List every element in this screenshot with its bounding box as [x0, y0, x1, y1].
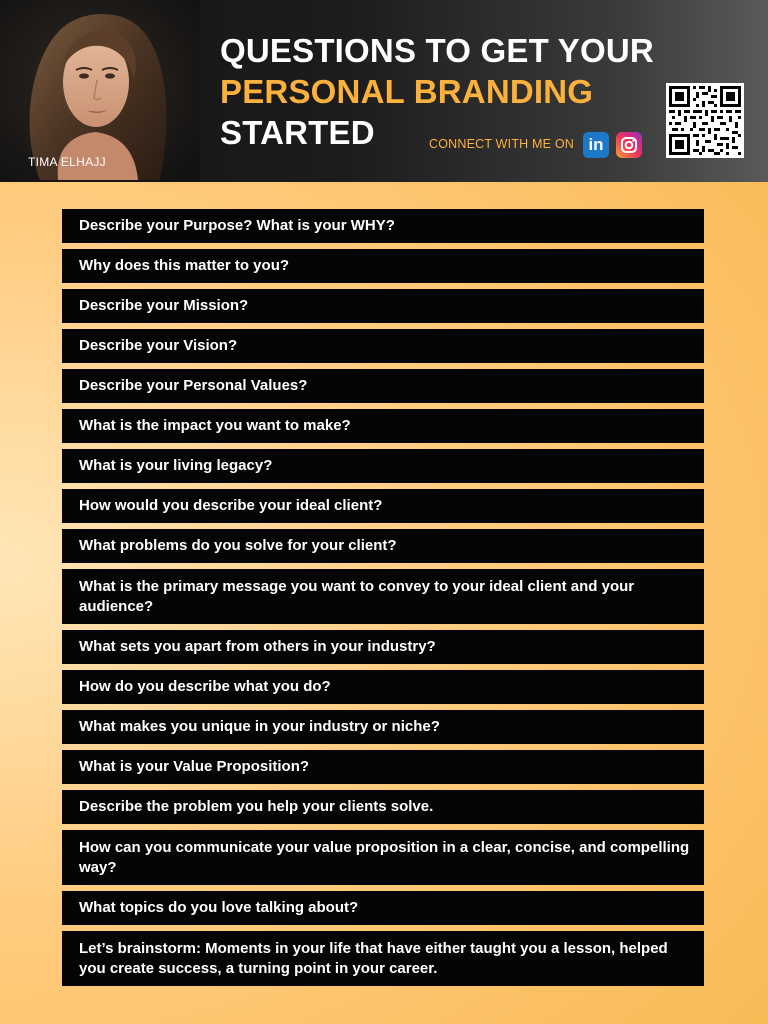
question-text: Why does this matter to you? [79, 257, 290, 274]
question-text: What is the impact you want to make? [79, 417, 351, 434]
question-row [62, 790, 704, 824]
linkedin-icon[interactable]: in [583, 132, 609, 158]
title-line-3: STARTED [220, 114, 375, 151]
question-text: Describe your Mission? [79, 297, 249, 314]
question-row [62, 931, 704, 986]
question-row [62, 529, 704, 563]
question-row [62, 830, 704, 885]
question-row [62, 449, 704, 483]
connect-label: CONNECT WITH ME ON [429, 137, 575, 151]
question-row [62, 329, 704, 363]
question-row [62, 891, 704, 925]
title-line-1: QUESTIONS TO GET YOUR [220, 32, 654, 69]
author-name: TIMA ELHAJJ [28, 155, 106, 169]
question-row [62, 209, 704, 243]
question-text: Describe your Personal Values? [79, 377, 308, 394]
question-list [62, 209, 704, 992]
question-row [62, 710, 704, 744]
question-text: Describe your Vision? [79, 337, 238, 354]
instagram-icon[interactable] [616, 132, 642, 158]
question-text: What sets you apart from others in your industry? [79, 638, 436, 655]
question-text: What is your Value Proposition? [79, 758, 310, 775]
question-text: Describe your Purpose? What is your WHY? [79, 217, 395, 234]
question-row [62, 489, 704, 523]
qr-code[interactable] [666, 83, 744, 158]
question-text: What makes you unique in your industry or niche? [79, 718, 440, 735]
header-banner [0, 0, 768, 182]
question-text: Let’s brainstorm: Moments in your life that have either taught you a lesson, helped you create success, a turning point in your career. [79, 939, 668, 977]
question-text: What problems do you solve for your client? [79, 537, 397, 554]
question-row [62, 409, 704, 443]
question-row [62, 289, 704, 323]
question-row [62, 569, 704, 624]
question-text: How do you describe what you do? [79, 678, 331, 695]
question-row [62, 750, 704, 784]
question-row [62, 369, 704, 403]
question-text: What is the primary message you want to convey to your ideal client and your audience? [79, 577, 635, 615]
question-text: How would you describe your ideal client? [79, 497, 383, 514]
question-text: What is your living legacy? [79, 457, 273, 474]
title-line-2: PERSONAL BRANDING [220, 73, 594, 110]
question-text: Describe the problem you help your clients solve. [79, 798, 434, 815]
question-row [62, 670, 704, 704]
question-row [62, 249, 704, 283]
question-text: What topics do you love talking about? [79, 899, 359, 916]
question-text: How can you communicate your value proposition in a clear, concise, and compelling way? [79, 838, 690, 876]
question-row [62, 630, 704, 664]
